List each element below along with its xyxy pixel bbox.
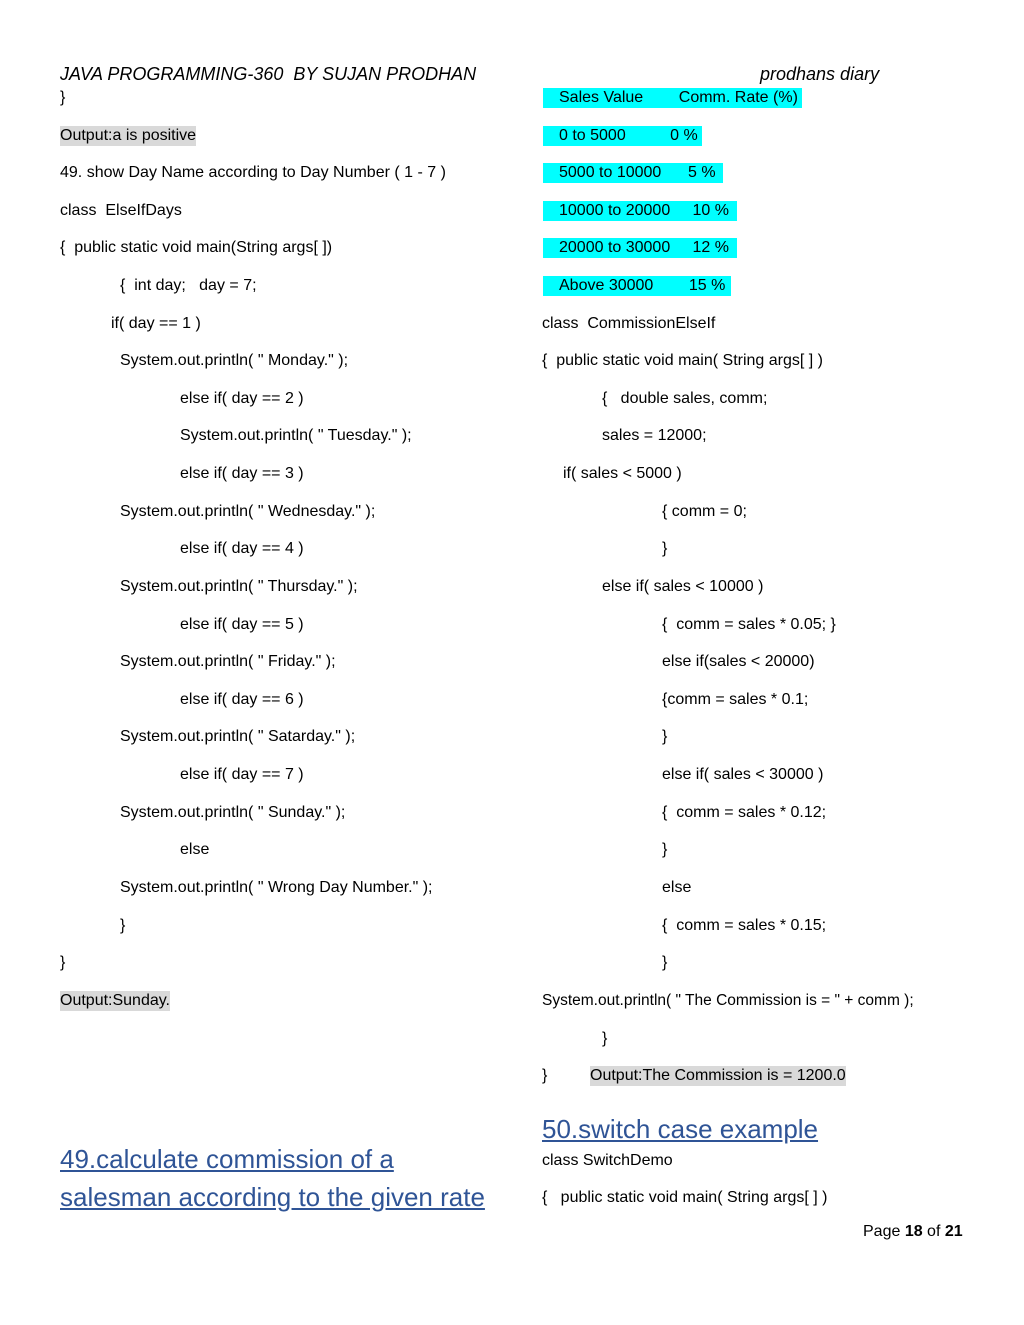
code-line: { int day; day = 7; — [120, 277, 257, 294]
rate-table-row: 10000 to 20000 10 % — [543, 201, 737, 221]
code-line: else — [662, 879, 692, 896]
code-line: } — [120, 917, 126, 934]
code-line: } — [662, 540, 668, 557]
code-line: } — [602, 1030, 608, 1047]
code-line: else if( day == 2 ) — [180, 390, 304, 407]
section-heading[interactable]: 50.switch case example — [542, 1114, 819, 1144]
code-line: else if( day == 4 ) — [180, 540, 304, 557]
code-line: { comm = sales * 0.15; — [662, 917, 827, 934]
code-line: else if( day == 7 ) — [180, 766, 304, 783]
code-line: } — [662, 728, 668, 745]
page-number: 18 — [904, 1223, 923, 1240]
code-line: { public static void main( String args[ ] ) — [542, 352, 823, 369]
page-word: Page — [863, 1223, 905, 1240]
output-label: Output:Sunday. — [60, 992, 170, 1009]
code-line: System.out.println( " The Commission is = " + comm ); — [542, 992, 914, 1009]
code-line: class ElseIfDays — [60, 202, 182, 219]
rate-table-row: Above 30000 15 % — [543, 276, 731, 296]
code-line: } — [60, 954, 66, 971]
code-line: if( sales < 5000 ) — [563, 465, 682, 482]
section-heading[interactable]: 49.calculate commission of a — [60, 1144, 394, 1174]
code-line: System.out.println( " Friday." ); — [120, 653, 336, 670]
code-line: System.out.println( " Monday." ); — [120, 352, 349, 369]
code-line: { public static void main(String args[ ]) — [60, 239, 333, 256]
code-line: else if( day == 3 ) — [180, 465, 304, 482]
code-line: if( day == 1 ) — [111, 315, 201, 332]
page-total: 21 — [944, 1223, 963, 1240]
code-line: { double sales, comm; — [602, 390, 768, 407]
code-line: System.out.println( " Wednesday." ); — [120, 503, 376, 520]
page-footer — [863, 1222, 963, 1242]
code-line: class SwitchDemo — [542, 1152, 673, 1169]
rate-table-header: Sales Value Comm. Rate (%) — [543, 88, 802, 108]
output-label: Output:The Commission is = 1200.0 — [590, 1067, 846, 1084]
header-title: JAVA PROGRAMMING-360 BY SUJAN PRODHAN — [60, 64, 477, 84]
of-word: of — [922, 1223, 945, 1240]
code-line: } — [542, 1067, 548, 1084]
code-line: else if( day == 5 ) — [180, 616, 304, 633]
code-line: } — [60, 89, 66, 106]
code-line: { comm = sales * 0.05; } — [662, 616, 836, 633]
header-diary: prodhans diary — [760, 64, 880, 84]
code-line: } — [662, 841, 668, 858]
code-line: sales = 12000; — [602, 427, 707, 444]
code-line: else if( sales < 30000 ) — [662, 766, 824, 783]
code-line: else — [180, 841, 210, 858]
code-line: } — [662, 954, 668, 971]
code-line: else if( day == 6 ) — [180, 691, 304, 708]
rate-table-row: 0 to 5000 0 % — [543, 126, 702, 146]
output-label: Output:a is positive — [60, 127, 197, 144]
rate-table-row: 5000 to 10000 5 % — [543, 163, 723, 183]
code-line: System.out.println( " Sunday." ); — [120, 804, 346, 821]
code-line: System.out.println( " Satarday." ); — [120, 728, 356, 745]
code-line: { comm = 0; — [662, 503, 747, 520]
code-line: System.out.println( " Wrong Day Number." ); — [120, 879, 433, 896]
code-line: else if(sales < 20000) — [662, 653, 815, 670]
rate-table-row: 20000 to 30000 12 % — [543, 238, 737, 258]
code-line: { public static void main( String args[ ] ) — [542, 1189, 828, 1206]
exercise-title: 49. show Day Name according to Day Number ( 1 - 7 ) — [60, 164, 446, 181]
section-heading[interactable]: salesman according to the given rate — [60, 1182, 485, 1212]
code-line: { comm = sales * 0.12; — [662, 804, 827, 821]
code-line: System.out.println( " Tuesday." ); — [180, 427, 412, 444]
code-line: System.out.println( " Thursday." ); — [120, 578, 358, 595]
code-line: else if( sales < 10000 ) — [602, 578, 764, 595]
code-line: {comm = sales * 0.1; — [662, 691, 809, 708]
code-line: class CommissionElseIf — [542, 315, 716, 332]
